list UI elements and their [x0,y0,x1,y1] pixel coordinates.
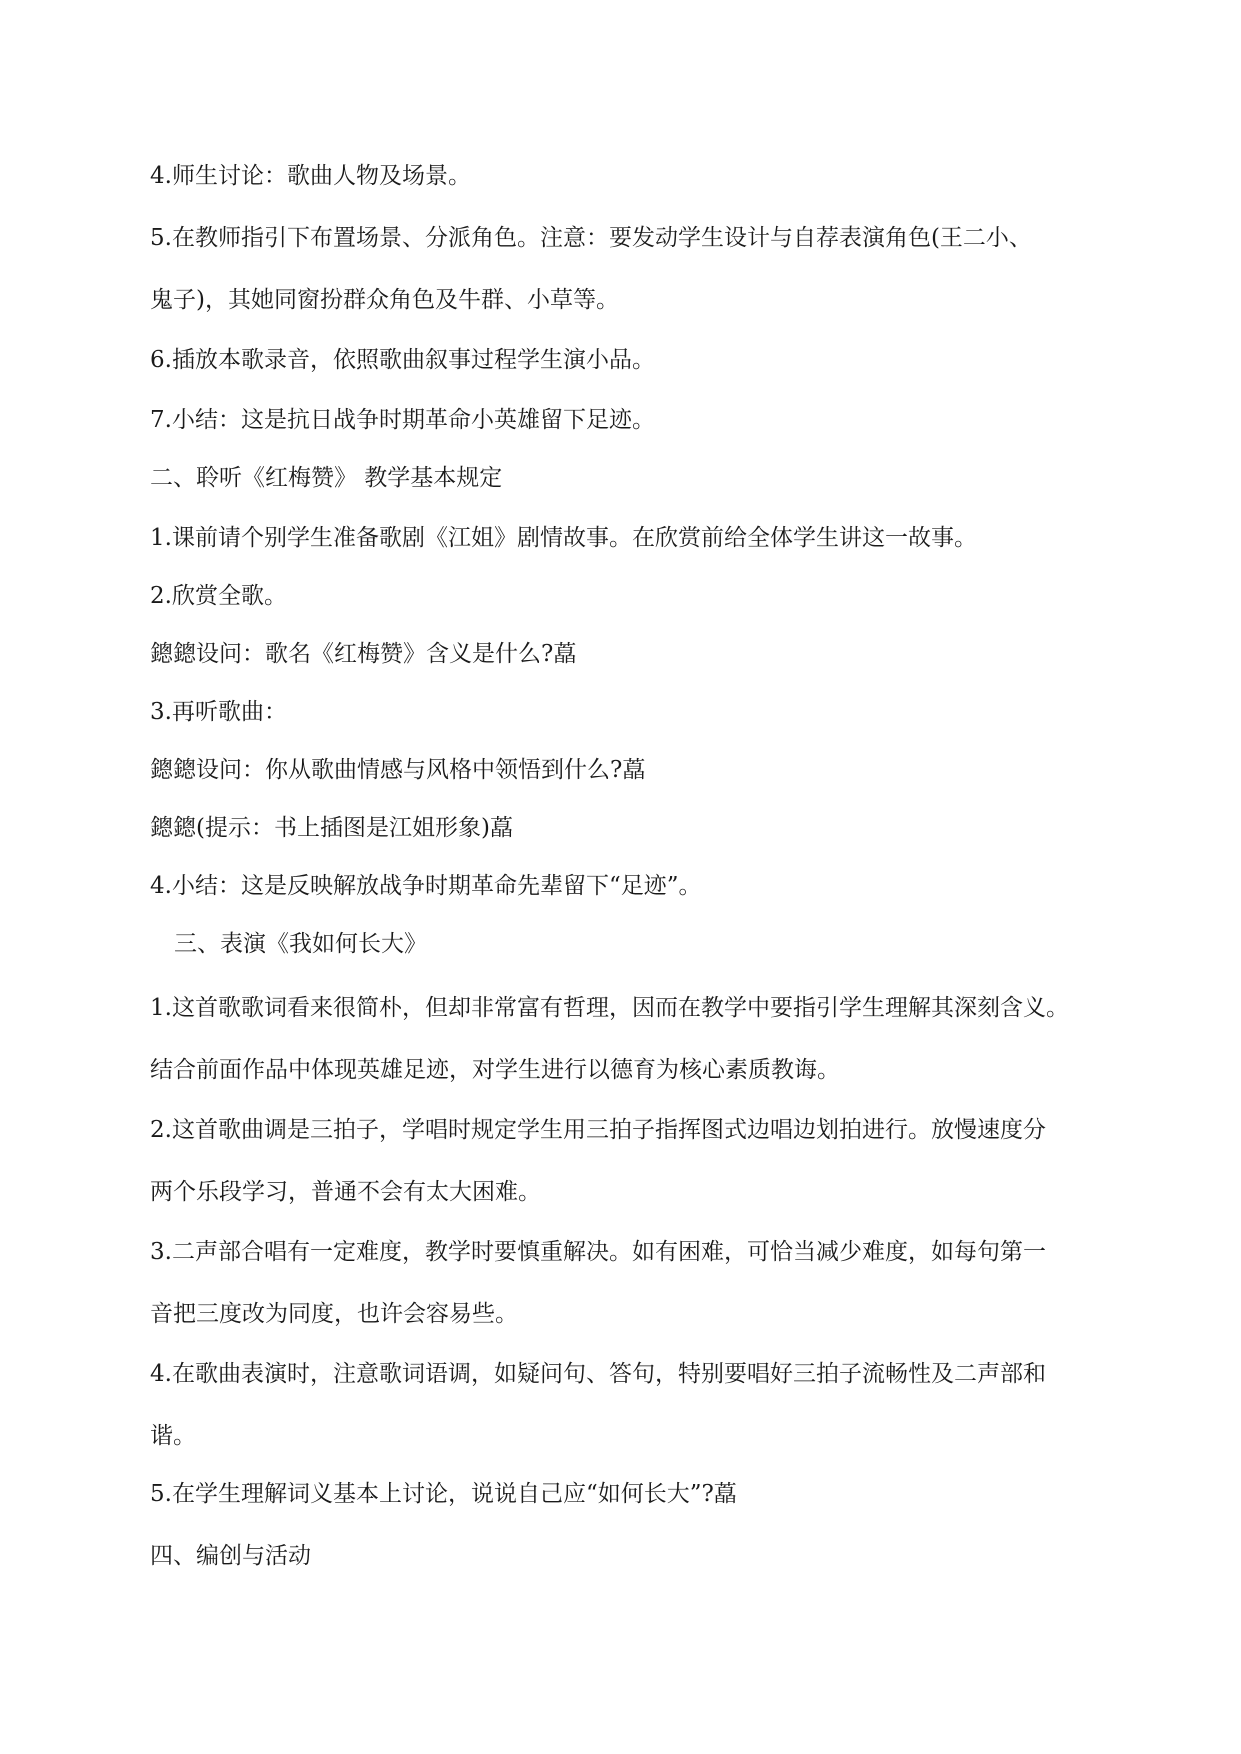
text-line: 3.再听歌曲： [150,699,287,725]
text-line: 5.在学生理解词义基本上讨论，说说自己应“如何长大”?藠 [150,1481,737,1507]
section-heading: 四、编创与活动 [150,1543,311,1569]
text-line: 4.在歌曲表演时，注意歌词语调，如疑问句、答句，特别要唱好三拍子流畅性及二声部和 [150,1361,1046,1387]
section-heading: 三、表演《我如何长大》 [174,931,427,957]
text-line: 5.在教师指引下布置场景、分派角色。注意：要发动学生设计与自荐表演角色(王二小、 [150,225,1032,251]
text-line: 鏓鏓(提示：书上插图是江姐形象)藠 [150,815,513,841]
text-line: 6.插放本歌录音，依照歌曲叙事过程学生演小品。 [150,347,655,373]
section-heading: 二、聆听《红梅赞》 教学基本规定 [150,465,503,491]
text-line: 音把三度改为同度，也许会容易些。 [150,1301,518,1327]
text-line: 两个乐段学习，普通不会有太大困难。 [150,1179,541,1205]
text-line: 2.欣赏全歌。 [150,583,287,609]
text-line: 鏓鏓设问：你从歌曲情感与风格中领悟到什么?藠 [150,757,646,783]
text-line: 2.这首歌曲调是三拍子，学唱时规定学生用三拍子指挥图式边唱边划拍进行。放慢速度分 [150,1117,1046,1143]
text-line: 谐。 [150,1423,196,1449]
text-line: 1.这首歌歌词看来很简朴，但却非常富有哲理，因而在教学中要指引学生理解其深刻含义。 [150,995,1069,1021]
text-line: 7.小结：这是抗日战争时期革命小英雄留下足迹。 [150,407,655,433]
text-line: 4.小结：这是反映解放战争时期革命先辈留下“足迹”。 [150,873,702,899]
text-line: 4.师生讨论：歌曲人物及场景。 [150,163,471,189]
text-line: 3.二声部合唱有一定难度，教学时要慎重解决。如有困难，可恰当减少难度，如每句第一 [150,1239,1046,1265]
text-line: 鏓鏓设问：歌名《红梅赞》含义是什么?藠 [150,641,577,667]
text-line: 结合前面作品中体现英雄足迹，对学生进行以德育为核心素质教诲。 [150,1057,840,1083]
text-line: 1.课前请个别学生准备歌剧《江姐》剧情故事。在欣赏前给全体学生讲这一故事。 [150,525,977,551]
text-line: 鬼子)，其她同窗扮群众角色及牛群、小草等。 [150,287,619,313]
